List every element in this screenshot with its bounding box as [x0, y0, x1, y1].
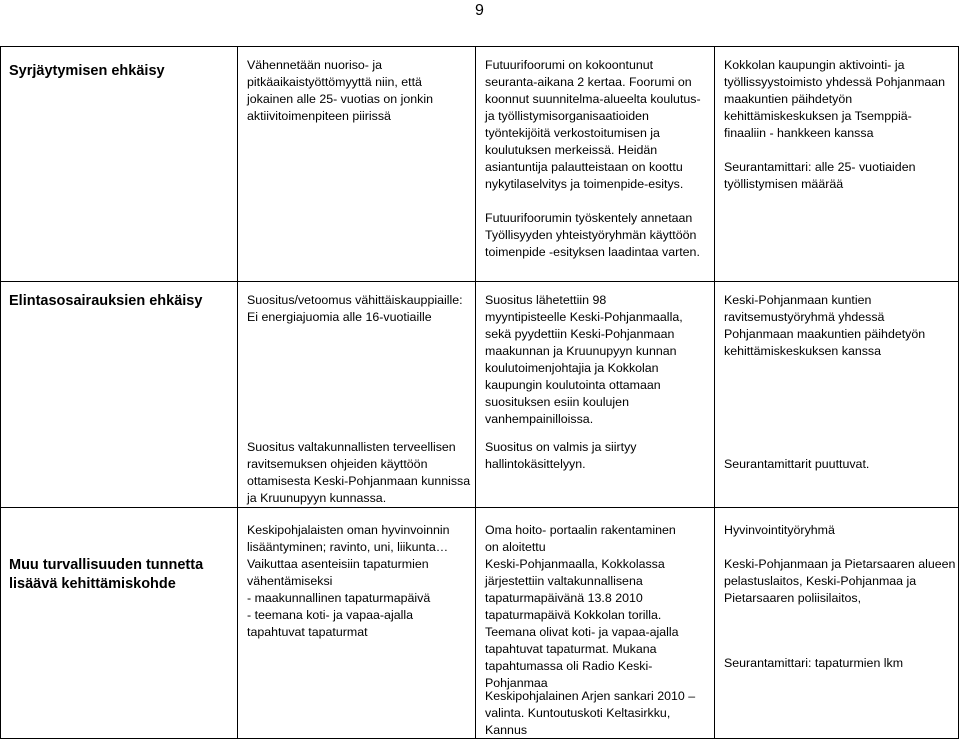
action-text: Suositus valtakunnallisten terveellisen ravitsemuksen ohjeiden käyttöön ottamisesta Keski-Pohjanmaan kunnissa ja Kruunupyyn kunnassa.	[247, 440, 471, 505]
table-top-border	[0, 46, 959, 47]
col-divider-3	[714, 46, 715, 739]
row3-status-cell-c	[485, 688, 713, 739]
row-divider-2	[0, 507, 959, 508]
row2-status-cell-b	[485, 439, 713, 473]
heading-text: Elintasosairauksien ehkäisy	[9, 293, 203, 309]
heading-text: Syrjäytymisen ehkäisy	[9, 63, 165, 79]
row-heading-turvallisuus	[9, 556, 233, 594]
row3-indicator-cell	[724, 655, 956, 672]
indicator-text: Seurantamittari: alle 25- vuotiaiden työllistymisen määrää	[724, 160, 916, 191]
status-text: Keski-Pohjanmaalla, Kokkolassa järjestettiin valtakunnallisena tapaturmapäivänä 13.8 2010 tapaturmapäivä Kokkolan torilla. Teemana olivat koti- ja vapaa-ajalla tapahtuvat tapaturmat. Mukana tapahtumassa oli Radio Keski-Pohjanmaa	[485, 557, 679, 690]
status-text: Oma hoito- portaalin rakentaminen on aloitettu	[485, 523, 676, 554]
heading-text: Muu turvallisuuden tunnetta lisäävä kehittämiskohde	[9, 557, 204, 592]
col-divider-1	[237, 46, 238, 739]
status-text: Futuurifoorumin työskentely annetaan Työllisyyden yhteistyöryhmän käyttöön toimenpide -esityksen laadintaa varten.	[485, 211, 700, 259]
row3-status-cell-b	[485, 556, 713, 692]
responsible-text: Hyvinvointityöryhmä	[724, 523, 835, 537]
row2-responsible-cell	[724, 292, 956, 360]
row3-responsible-cell-a	[724, 522, 956, 539]
row2-indicator-cell	[724, 456, 956, 473]
page-number: 9	[475, 2, 484, 19]
action-text: Vähennetään nuoriso- ja pitkäaikaistyöttömyyttä niin, että jokainen alle 25- vuotias on jonkin aktiivitoimenpiteen piirissä	[247, 58, 433, 123]
row-heading-elintasosairaudet	[9, 292, 233, 311]
row3-responsible-cell-b	[724, 556, 956, 607]
status-text: Suositus lähetettiin 98 myyntipisteelle Keski-Pohjanmaalla, sekä pyydettiin Keski-Pohjanmaan maakunnan ja Kruunupyyn kunnan koulutoimenjohtajia ja Kokkolan kaupungin koulutointa ottamaan suosituksen esiin koulujen vanhempainilloissa.	[485, 293, 683, 426]
indicator-text: Seurantamittari: tapaturmien lkm	[724, 656, 904, 670]
col-divider-2	[475, 46, 476, 739]
action-text: Keskipohjalaisten oman hyvinvoinnin lisääntyminen; ravinto, uni, liikunta… Vaikuttaa asenteisiin tapaturmien vähentämiseksi - maakunnallinen tapaturmapäivä - teemana koti- ja vapaa-ajalla tapahtuvat tapaturmat	[247, 523, 450, 639]
row3-action-cell	[247, 522, 473, 641]
status-text: Suositus on valmis ja siirtyy hallintokäsittelyyn.	[485, 440, 637, 471]
row1-status-cell	[485, 57, 713, 261]
responsible-text: Keski-Pohjanmaan ja Pietarsaaren alueen pelastuslaitos, Keski-Pohjanmaa ja Pietarsaaren poliisilaitos,	[724, 557, 956, 605]
row-heading-syrjaytyminen	[9, 62, 233, 81]
row2-action-cell-b	[247, 439, 473, 507]
row-divider-1	[0, 281, 959, 282]
row3-status-cell-a	[485, 522, 713, 556]
table-left-border	[0, 46, 1, 739]
indicator-text: Seurantamittarit puuttuvat.	[724, 457, 870, 471]
status-text: Keskipohjalainen Arjen sankari 2010 – valinta. Kuntoutuskoti Keltasirkku, Kannus	[485, 689, 696, 737]
row1-responsible-cell	[724, 57, 956, 193]
responsible-text: Kokkolan kaupungin aktivointi- ja työllissyystoimisto yhdessä Pohjanmaan maakuntien päihdetyön kehittämiskeskuksen ja Tsemppiä- finaaliin - hankkeen kanssa	[724, 58, 946, 140]
status-text: Futuurifoorumi on kokoontunut seuranta-aikana 2 kertaa. Foorumi on koonnut suunnitelma-alueelta koulutus- ja työllistymisorganisaatioiden työntekijöitä verkostoitumisen ja koulutuksen merkeissä. Heidän asiantuntija palautteistaan on koottu nykytilaselvitys ja toimenpide-esitys.	[485, 58, 701, 191]
responsible-text: Keski-Pohjanmaan kuntien ravitsemustyöryhmä yhdessä Pohjanmaan maakuntien päihdetyön kehittämiskeskuksen kanssa	[724, 293, 926, 358]
action-text: Suositus/vetoomus vähittäiskauppiaille: Ei energiajuomia alle 16-vuotiaille	[247, 293, 463, 324]
row1-action-cell	[247, 57, 473, 125]
row2-status-cell-a	[485, 292, 713, 428]
row2-action-cell-a	[247, 292, 473, 326]
